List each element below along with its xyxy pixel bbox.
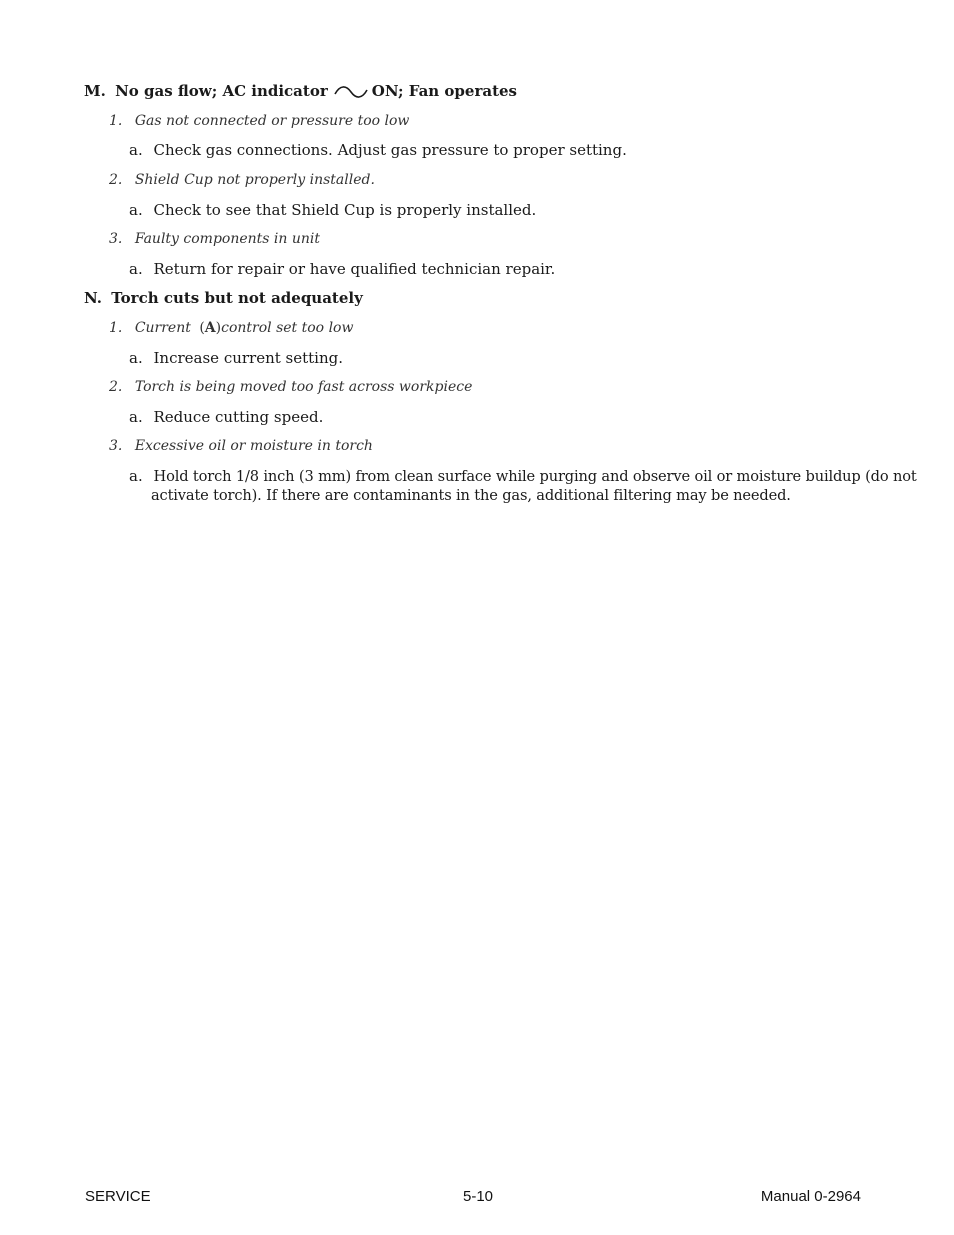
remedy-letter: a. [129,408,143,426]
cause-text: Excessive oil or moisture in torch [134,438,373,454]
cause-item [109,172,375,188]
cause-text: Torch is being moved too fast across workpiece [134,379,473,395]
cause-text: Gas not connected or pressure too low [134,113,410,129]
remedy-letter: a. [129,467,143,485]
cause-item [109,379,472,395]
remedy-letter: a. [129,260,143,278]
cause-item [109,231,320,247]
footer-section-name: SERVICE [85,1188,151,1205]
cause-number: 1. [109,320,123,336]
remedy-letter: a. [129,349,143,367]
remedy-text-continued [151,486,791,504]
cause-item [109,438,373,454]
cause-text: Current [134,320,191,336]
section-letter: N. [84,289,102,307]
remedy-text: Check to see that Shield Cup is properly installed. [153,201,537,219]
remedy-text: Hold torch 1/8 inch (3 mm) from clean surface while purging and observe oil or moisture buildup (do not [153,468,917,485]
cause-text-continued: control set too low [221,320,354,336]
remedy-item [129,141,627,159]
cause-item: 1. Current (A)control set too low [109,320,354,336]
cause-number: 1. [109,113,123,129]
remedy-text: Return for repair or have qualified technician repair. [153,260,556,278]
remedy-text: Check gas connections. Adjust gas pressure to proper setting. [153,141,627,159]
section-title: No gas flow; AC indicator [115,82,328,100]
cause-number: 3. [109,231,123,247]
section-letter: M. [84,82,106,100]
cause-text: Shield Cup not properly installed. [134,172,375,188]
footer-manual-number: Manual 0-2964 [760,1188,861,1205]
remedy-letter: a. [129,201,143,219]
footer-page-number: 5-10 [463,1188,494,1205]
remedy-text: Increase current setting. [153,349,344,367]
remedy-item [129,201,536,219]
cause-number: 2. [109,379,123,395]
section-title: Torch cuts but not adequately [111,289,363,307]
control-label-a: A [204,320,216,336]
ac-sine-icon [334,85,368,99]
cause-number: 3. [109,438,123,454]
remedy-item [129,467,917,485]
remedy-text: Reduce cutting speed. [153,408,324,426]
remedy-item [129,408,323,426]
remedy-item [129,349,343,367]
section-m-heading [84,82,517,100]
remedy-item [129,260,555,278]
remedy-letter: a. [129,141,143,159]
cause-text: Faulty components in unit [134,231,320,247]
section-n-heading [84,289,363,307]
section-title-continued: ON; Fan operates [371,82,518,100]
cause-number: 2. [109,172,123,188]
cause-item [109,113,409,129]
remedy-text-line2: activate torch). If there are contaminants in the gas, additional filtering may be needed. [151,487,791,504]
